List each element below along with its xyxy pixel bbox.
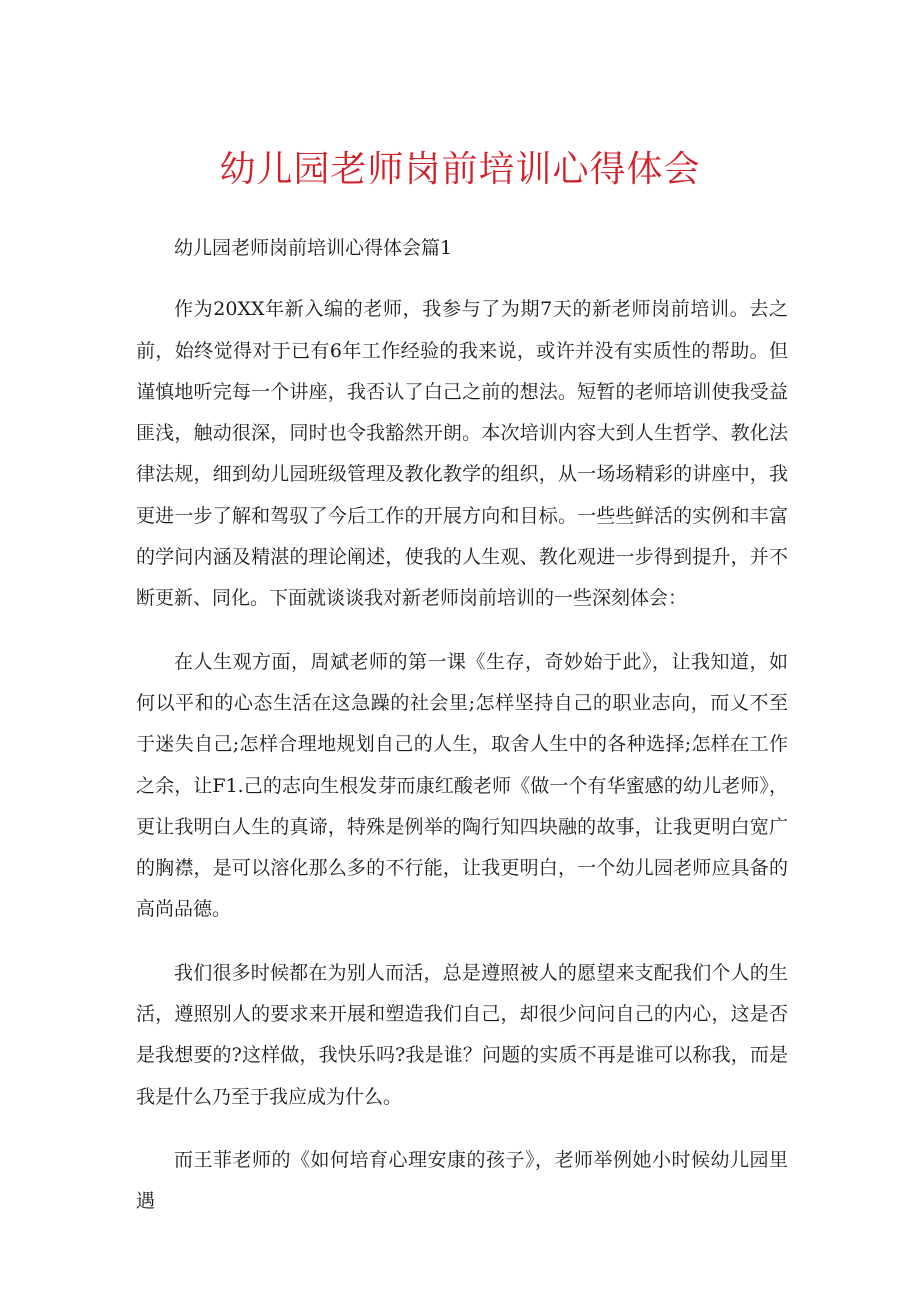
document-body bbox=[136, 228, 788, 1245]
paragraph-4: 而王菲老师的《如何培育心理安康的孩子》，老师举例她小时候幼儿园里遇 bbox=[136, 1148, 788, 1213]
page-title: 幼儿园老师岗前培训心得体会 bbox=[219, 149, 701, 190]
section-subtitle: 幼儿园老师岗前培训心得体会篇1 bbox=[174, 237, 453, 259]
paragraph-3: 我们很多时候都在为别人而活，总是遵照被人的愿望来支配我们个人的生活，遵照别人的要求来开展和塑造我们自己，却很少问问自己的内心，这是否是我想要的?这样做，我快乐吗?我是谁？问题的实质不再是谁可以称我，而是我是什么乃至于我应成为什么。 bbox=[136, 961, 788, 1108]
paragraph-1: 作为20XX年新入编的老师，我参与了为期7天的新老师岗前培训。去之前，始终觉得对于已有6年工作经验的我来说，或许并没有实质性的帮助。但谨慎地听完每一个讲座，我否认了白己之前的想法。短暂的老师培训使我受益匪浅，触动很深，同时也令我豁然开朗。本次培训内容大到人生哲学、教化法律法规，细到幼儿园班级管理及教化教学的组织，从一场场精彩的讲座中，我更进一步了解和驾驭了今后工作的开展方向和目标。一些些鲜活的实例和丰富的学问内涵及精湛的理论阐述，使我的人生观、教化观进一步得到提升，并不断更新、同化。下面就谈谈我对新老师岗前培训的一些深刻体会： bbox=[136, 298, 788, 610]
paragraph-2: 在人生观方面，周斌老师的第一课《生存，奇妙始于此》，让我知道，如何以平和的心态生活在这急躁的社会里;怎样坚持自己的职业志向，而乂不至于迷失自己;怎样合理地规划自己的人生，取舍人生中的各种选择;怎样在工作之余，让F1.己的志向生根发芽而康红酸老师《做一个有华蜜感的幼儿老师》，更让我明白人生的真谛，特殊是例举的陶行知四块融的故事，让我更明白宽广的胸襟，是可以溶化那么多的不行能，让我更明白，一个幼儿园老师应具备的高尚品德。 bbox=[136, 650, 788, 921]
